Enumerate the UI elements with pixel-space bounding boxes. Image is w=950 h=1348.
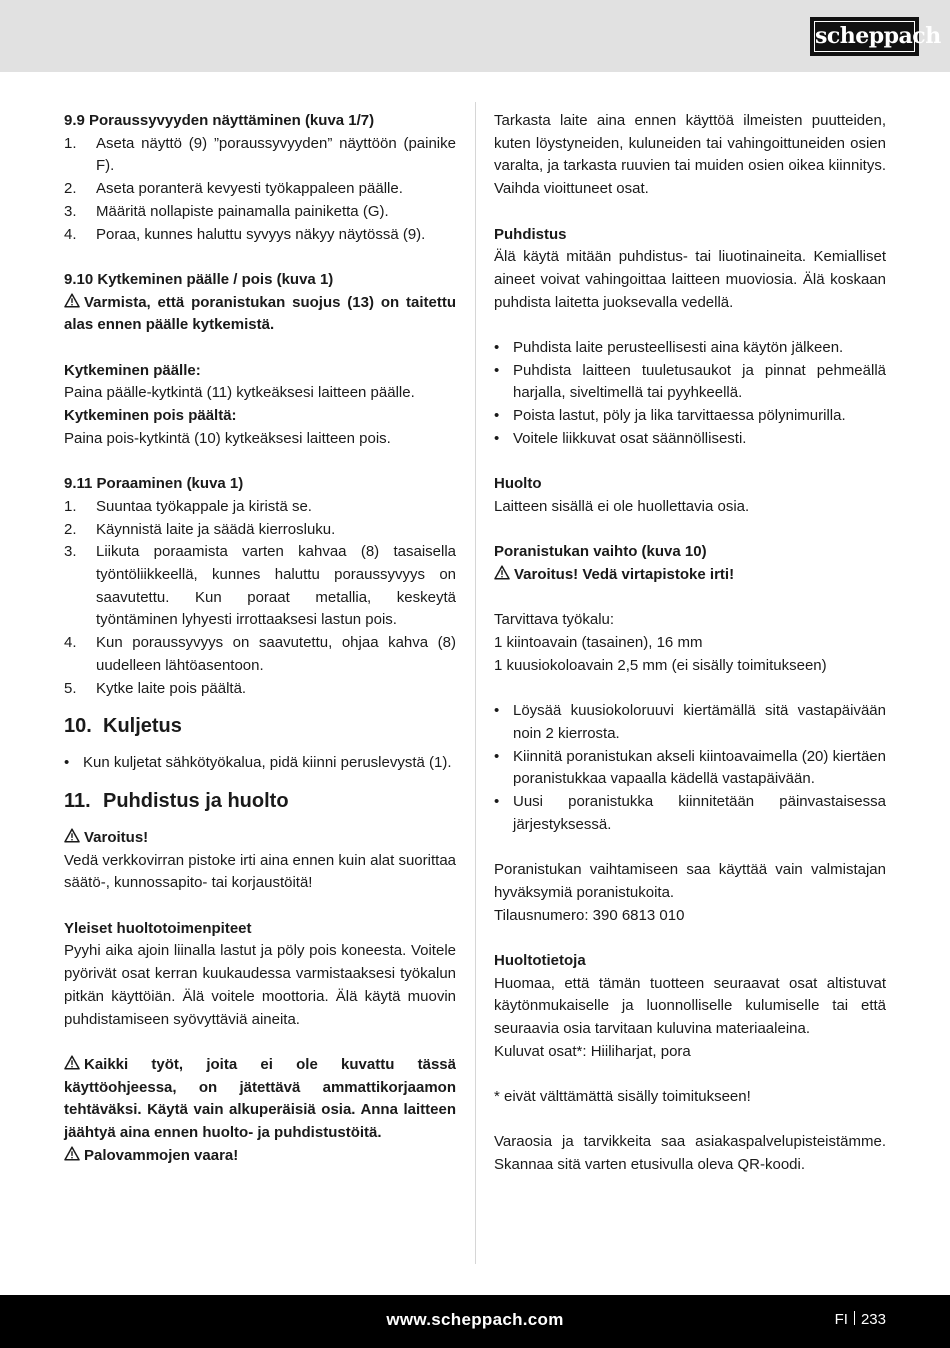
logo-text: scheppach (814, 21, 915, 52)
section-9-10-warning: Varmista, että poranistukan suojus (13) on taitettu alas ennen päälle kytkemistä. (64, 293, 456, 334)
repair-note: Kaikki työt, joita ei ole kuvattu tässä käyttöohjeessa, on jätettävä ammattikorjaamon tehtäväksi. Käytä vain alkuperäisiä osia. Anna laitteen jäähtyä aina ennen huolto- ja puhdistustöitä. (64, 1055, 456, 1142)
list-item: • Uusi poranistukka kiinnitetään päinvastaisessa järjestyksessä. (494, 791, 886, 836)
general-maintenance-heading: Yleiset huoltotoimenpiteet (64, 919, 252, 937)
cleaning-text: Älä käytä mitään puhdistus- tai liuotinaineita. Kemialliset aineet voivat vahingoittaa laitteen muoviosia. Älä koskaan puhdista laitetta juoksevalla vedellä. (494, 248, 886, 311)
chuck-change-warning: Varoitus! Vedä virtapistoke irti! (494, 564, 886, 587)
order-number: Tilausnumero: 390 6813 010 (494, 906, 685, 924)
switch-on-text: Paina päälle-kytkintä (11) kytkeäksesi laitteen päälle. (64, 384, 415, 402)
switch-off-text: Paina pois-kytkintä (10) kytkeäksesi laitteen pois. (64, 429, 391, 447)
service-heading: Huolto (494, 475, 542, 493)
switch-off-label: Kytkeminen pois päältä: (64, 407, 237, 425)
list-item: 3. Määritä nollapiste painamalla painiketta (G). (64, 202, 389, 220)
website-link[interactable]: www.scheppach.com (386, 1310, 564, 1329)
warning-triangle-icon (64, 1146, 80, 1161)
burn-warning: Palovammojen vaara! (64, 1145, 456, 1168)
list-item: 4. Kun poraussyvyys on saavutettu, ohjaa kahva (8) uudelleen lähtöasentoon. (64, 634, 456, 674)
list-item: • Löysää kuusiokoloruuvi kiertämällä sitä vastapäivään noin 2 kierrosta. (494, 700, 886, 745)
right-column (494, 110, 886, 1177)
general-maintenance-text: Pyyhi aika ajoin liinalla lastut ja pöly pois koneesta. Voitele pyörivät osat kerran kuukaudessa varmistaaksesi työkalun pitkän käyttöiän. Älä voitele moottoria. Älä käytä muovin puhdistamiseen syövyttäviä aineita. (64, 942, 456, 1028)
page-header (0, 0, 950, 72)
service-text: Laitteen sisällä ei ole huollettavia osia. (494, 497, 750, 515)
warning-text: Vedä verkkovirran pistoke irti aina ennen kuin alat suorittaa säätö-, kunnossapito- tai korjaustöitä! (64, 851, 456, 892)
list-item: 1. Aseta näyttö (9) ”poraussyvyyden” näyttöön (painike F). (64, 134, 456, 175)
list-item: • Puhdista laite perusteellisesti aina käytön jälkeen. (494, 337, 886, 360)
section-9-10-heading: 9.10 Kytkeminen päälle / pois (kuva 1) (64, 270, 334, 288)
list-item: 2. Aseta poranterä kevyesti työkappaleen päälle. (64, 180, 403, 198)
tool-item: 1 kuusiokoloavain 2,5 mm (ei sisälly toimitukseen) (494, 656, 827, 674)
transport-list (64, 752, 456, 775)
chuck-change-heading: Poranistukan vaihto (kuva 10) (494, 543, 707, 561)
spare-parts-text: Varaosia ja tarvikkeita saa asiakaspalvelupisteistämme. Skannaa sitä varten etusivulla oleva QR-koodi. (494, 1133, 886, 1174)
language-code: FI (834, 1311, 848, 1328)
section-9-11-heading: 9.11 Poraaminen (kuva 1) (64, 475, 244, 493)
chuck-change-steps (494, 700, 886, 836)
list-item: 4. Poraa, kunnes haluttu syvyys näkyy näytössä (9). (64, 225, 426, 243)
list-item: 5. Kytke laite pois päältä. (64, 679, 247, 697)
separator (854, 1311, 855, 1325)
warning-label: Varoitus! (64, 827, 456, 850)
cleaning-heading: Puhdistus (494, 225, 567, 243)
list-item: • Kiinnitä poranistukan akseli kiintoavaimella (20) kiertäen poranistukkaa vapaalla kädellä vastapäivään. (494, 746, 886, 791)
warning-triangle-icon (64, 828, 80, 843)
section-9-9-heading: 9.9 Poraussyvyyden näyttäminen (kuva 1/7) (64, 112, 375, 129)
service-info-text: Huomaa, että tämän tuotteen seuraavat osat altistuvat käytönmukaiselle ja luonnolliselle kulumiselle tai että seuraavia osia tarvitaan kuluvina materiaaleina. (494, 974, 886, 1037)
section-11-title: 11. Puhdistus ja huolto (64, 789, 289, 812)
warning-triangle-icon (494, 565, 510, 580)
section-10-title: 10. Kuljetus (64, 715, 182, 738)
service-info-heading: Huoltotietoja (494, 951, 586, 969)
column-divider (475, 102, 476, 1264)
wear-parts: Kuluvat osat*: Hiiliharjat, pora (494, 1042, 691, 1060)
page-number-value: 233 (860, 1311, 886, 1328)
list-item: 2. Käynnistä laite ja säädä kierrosluku. (64, 520, 336, 538)
scheppach-logo (810, 17, 941, 56)
list-item: • Puhdista laitteen tuuletusaukot ja pinnat pehmeällä harjalla, siveltimellä tai pyyhkeellä. (494, 360, 886, 405)
list-item: 1. Suuntaa työkappale ja kiristä se. (64, 497, 312, 515)
warning-triangle-icon (64, 293, 80, 308)
page-footer (0, 1295, 950, 1348)
cleaning-list (494, 337, 886, 451)
footnote: * eivät välttämättä sisälly toimitukseen! (494, 1088, 751, 1106)
left-column (64, 110, 456, 1167)
section-9-11-steps (64, 496, 456, 700)
replace-note: Poranistukan vaihtamiseen saa käyttää vain valmistajan hyväksymiä poranistukoita. (494, 861, 886, 901)
warning-triangle-icon (64, 1055, 80, 1070)
page-number (835, 1309, 886, 1331)
list-item: • Voitele liikkuvat osat säännöllisesti. (494, 428, 886, 451)
list-item: • Kun kuljetat sähkötyökalua, pidä kiinni peruslevystä (1). (64, 752, 456, 775)
list-item: • Poista lastut, pöly ja lika tarvittaessa pölynimurilla. (494, 405, 886, 428)
section-9-9-steps (64, 133, 456, 247)
list-item: 3. Liikuta poraamista varten kahvaa (8) tasaisella työntöliikkeellä, kunnes haluttu poraussyvyys on saavutettu. Kun poraat metallia, keskeytä työntäminen lyhyesti irrottaaksesi lastun pois. (64, 543, 456, 629)
tool-item: 1 kiintoavain (tasainen), 16 mm (494, 634, 703, 652)
tools-label: Tarvittava työkalu: (494, 611, 615, 629)
switch-on-label: Kytkeminen päälle: (64, 361, 201, 379)
inspection-text: Tarkasta laite aina ennen käyttöä ilmeisten puutteiden, kuten löystyneiden, kuluneiden tai vahingoittuneiden osien varalta, ja tarkasta ruuvien tai muiden osien oikea kiinnitys. Vaihda vioittuneet osat. (494, 112, 886, 198)
